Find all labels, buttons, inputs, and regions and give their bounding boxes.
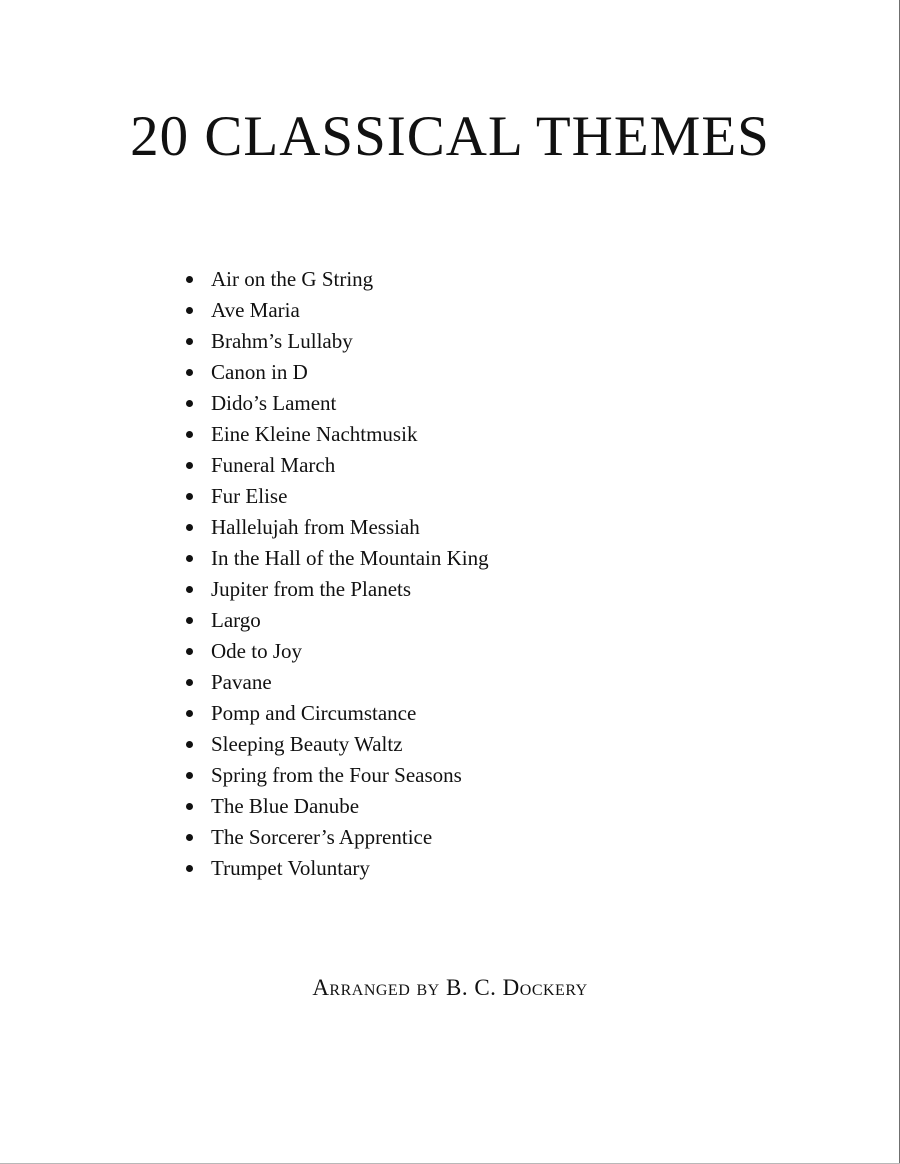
- bullet-icon: [186, 710, 193, 717]
- list-item: [183, 605, 489, 636]
- bullet-icon: [186, 276, 193, 283]
- bullet-icon: [186, 865, 193, 872]
- arranger-credit: Arranged by B. C. Dockery: [312, 975, 588, 1000]
- bullet-icon: [186, 462, 193, 469]
- bullet-icon: [186, 772, 193, 779]
- list-item: [183, 853, 489, 884]
- list-item: [183, 419, 489, 450]
- list-item: [183, 667, 489, 698]
- theme-title: Spring from the Four Seasons: [211, 763, 462, 787]
- theme-title: The Blue Danube: [211, 794, 360, 818]
- bullet-icon: [186, 586, 193, 593]
- list-item: [183, 450, 489, 481]
- list-item: [183, 543, 489, 574]
- theme-title: Trumpet Voluntary: [211, 856, 370, 880]
- list-item: [183, 822, 489, 853]
- bullet-icon: [186, 307, 193, 314]
- list-item: [183, 760, 489, 791]
- list-item: [183, 481, 489, 512]
- theme-title: Ave Maria: [211, 298, 300, 322]
- list-item: [183, 698, 489, 729]
- theme-title: The Sorcerer’s Apprentice: [211, 825, 433, 849]
- theme-title: Fur Elise: [211, 484, 288, 508]
- bullet-icon: [186, 617, 193, 624]
- bullet-icon: [186, 524, 193, 531]
- bullet-icon: [186, 555, 193, 562]
- theme-title: Dido’s Lament: [211, 391, 337, 415]
- bullet-icon: [186, 493, 193, 500]
- theme-title: Brahm’s Lullaby: [211, 329, 353, 353]
- bullet-icon: [186, 834, 193, 841]
- theme-title: Canon in D: [211, 360, 308, 384]
- theme-list: [183, 264, 489, 884]
- theme-title: Largo: [211, 608, 261, 632]
- list-item: [183, 388, 489, 419]
- list-item: [183, 574, 489, 605]
- theme-title: In the Hall of the Mountain King: [211, 546, 489, 570]
- bullet-icon: [186, 803, 193, 810]
- list-item: [183, 512, 489, 543]
- bullet-icon: [186, 431, 193, 438]
- list-item: [183, 264, 489, 295]
- theme-title: Air on the G String: [211, 267, 374, 291]
- bullet-icon: [186, 679, 193, 686]
- theme-title: Jupiter from the Planets: [211, 577, 412, 601]
- list-item: [183, 295, 489, 326]
- page-title: 20 CLASSICAL THEMES: [130, 105, 770, 168]
- bullet-icon: [186, 369, 193, 376]
- theme-title: Pavane: [211, 670, 272, 694]
- theme-title: Hallelujah from Messiah: [211, 515, 420, 539]
- bullet-icon: [186, 741, 193, 748]
- theme-title: Ode to Joy: [211, 639, 302, 663]
- bullet-icon: [186, 338, 193, 345]
- bullet-icon: [186, 648, 193, 655]
- list-item: [183, 729, 489, 760]
- theme-title: Pomp and Circumstance: [211, 701, 417, 725]
- list-item: [183, 791, 489, 822]
- theme-title: Eine Kleine Nachtmusik: [211, 422, 418, 446]
- bullet-icon: [186, 400, 193, 407]
- list-item: [183, 326, 489, 357]
- theme-title: Sleeping Beauty Waltz: [211, 732, 403, 756]
- list-item: [183, 636, 489, 667]
- theme-title: Funeral March: [211, 453, 336, 477]
- list-item: [183, 357, 489, 388]
